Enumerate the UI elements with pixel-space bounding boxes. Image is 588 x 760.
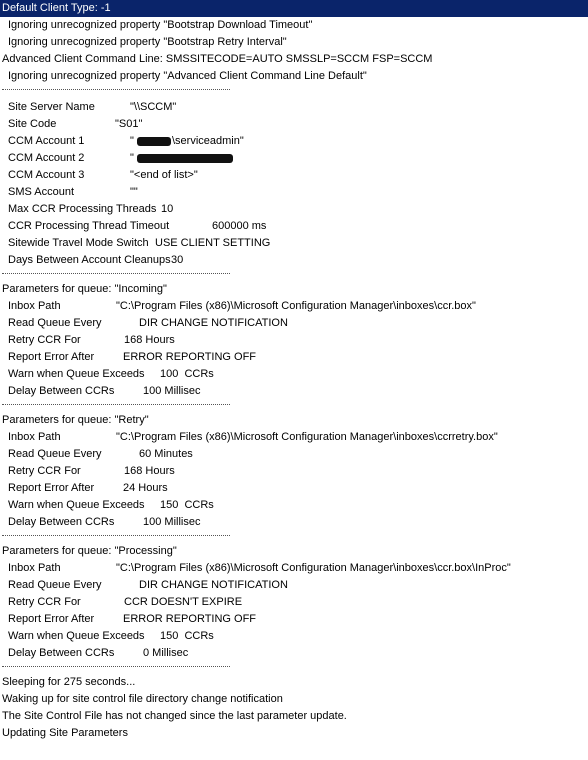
site-param-row[interactable] bbox=[0, 99, 586, 116]
log-key: Warn when Queue Exceeds bbox=[8, 499, 145, 511]
site-param-row[interactable] bbox=[0, 133, 586, 150]
log-key: Inbox Path bbox=[8, 300, 61, 312]
log-key: Read Queue Every bbox=[8, 317, 102, 329]
log-line[interactable]: Waking up for site control file directory change notification bbox=[2, 693, 283, 705]
log-key: Delay Between CCRs bbox=[8, 385, 115, 397]
log-value: "C:\Program Files (x86)\Microsoft Configuration Manager\inboxes\ccr.box\InProc" bbox=[116, 562, 511, 574]
redacted-text bbox=[137, 137, 171, 146]
log-value: "\\SCCM" bbox=[130, 101, 177, 113]
queue-param-row[interactable] bbox=[0, 594, 586, 611]
log-value: 168 Hours bbox=[124, 334, 175, 346]
queue-param-row[interactable] bbox=[0, 332, 586, 349]
queue-title[interactable]: Parameters for queue: "Retry" bbox=[2, 414, 149, 426]
log-value: CCR DOESN'T EXPIRE bbox=[124, 596, 243, 608]
log-key: Inbox Path bbox=[8, 431, 61, 443]
queue-param-row[interactable] bbox=[0, 349, 586, 366]
queue-param-row[interactable] bbox=[0, 315, 586, 332]
log-value: DIR CHANGE NOTIFICATION bbox=[139, 317, 288, 329]
separator bbox=[2, 666, 230, 667]
queue-param-row[interactable] bbox=[0, 628, 586, 645]
site-param-row[interactable] bbox=[0, 167, 586, 184]
separator bbox=[2, 535, 230, 536]
site-param-row[interactable] bbox=[0, 184, 586, 201]
log-key: Report Error After bbox=[8, 613, 95, 625]
queue-param-row[interactable] bbox=[0, 497, 586, 514]
log-key: Max CCR Processing Threads bbox=[8, 203, 157, 215]
log-value: ERROR REPORTING OFF bbox=[123, 351, 257, 363]
separator bbox=[2, 89, 230, 90]
queue-param-row[interactable] bbox=[0, 560, 586, 577]
queue-param-row[interactable] bbox=[0, 645, 586, 662]
log-key: Retry CCR For bbox=[8, 334, 81, 346]
log-line-selected[interactable]: Default Client Type: -1 bbox=[0, 0, 588, 17]
log-value: 168 Hours bbox=[124, 465, 175, 477]
log-value: 100 CCRs bbox=[160, 368, 214, 380]
log-key: Delay Between CCRs bbox=[8, 516, 115, 528]
log-key: Report Error After bbox=[8, 351, 95, 363]
log-value: 100 Millisec bbox=[143, 385, 201, 397]
log-key: SMS Account bbox=[8, 186, 75, 198]
log-value: 600000 ms bbox=[212, 220, 267, 232]
log-value: "C:\Program Files (x86)\Microsoft Configuration Manager\inboxes\ccrretry.box" bbox=[116, 431, 498, 443]
log-key: Site Server Name bbox=[8, 101, 95, 113]
queue-param-row[interactable] bbox=[0, 611, 586, 628]
log-key: Warn when Queue Exceeds bbox=[8, 630, 145, 642]
log-key: Report Error After bbox=[8, 482, 95, 494]
log-value: "" bbox=[130, 186, 138, 198]
log-key: Retry CCR For bbox=[8, 596, 81, 608]
log-value: 10 bbox=[161, 203, 174, 215]
site-param-row[interactable] bbox=[0, 252, 586, 269]
queue-title[interactable]: Parameters for queue: "Processing" bbox=[2, 545, 177, 557]
queue-param-row[interactable] bbox=[0, 446, 586, 463]
log-value-suffix: \serviceadmin" bbox=[172, 135, 244, 147]
log-value: DIR CHANGE NOTIFICATION bbox=[139, 579, 288, 591]
log-key: Sitewide Travel Mode Switch bbox=[8, 237, 149, 249]
log-value: 100 Millisec bbox=[143, 516, 201, 528]
log-line[interactable]: Advanced Client Command Line: SMSSITECODE=AUTO SMSSLP=SCCM FSP=SCCM bbox=[2, 53, 433, 65]
queue-param-row[interactable] bbox=[0, 463, 586, 480]
site-param-row[interactable] bbox=[0, 116, 586, 133]
log-value: " bbox=[130, 152, 134, 164]
log-line[interactable]: Sleeping for 275 seconds... bbox=[2, 676, 136, 688]
log-value: "C:\Program Files (x86)\Microsoft Configuration Manager\inboxes\ccr.box" bbox=[116, 300, 476, 312]
log-line[interactable]: Ignoring unrecognized property "Bootstrap Retry Interval" bbox=[8, 36, 287, 48]
log-key: Warn when Queue Exceeds bbox=[8, 368, 145, 380]
log-line[interactable]: Updating Site Parameters bbox=[2, 727, 128, 739]
site-param-row[interactable] bbox=[0, 201, 586, 218]
log-value: 24 Hours bbox=[123, 482, 168, 494]
log-value: "<end of list>" bbox=[130, 169, 198, 181]
log-key: CCM Account 3 bbox=[8, 169, 85, 181]
log-key: CCR Processing Thread Timeout bbox=[8, 220, 170, 232]
queue-param-row[interactable] bbox=[0, 366, 586, 383]
log-key: Delay Between CCRs bbox=[8, 647, 115, 659]
queue-param-row[interactable] bbox=[0, 480, 586, 497]
log-key: CCM Account 2 bbox=[8, 152, 85, 164]
queue-title[interactable]: Parameters for queue: "Incoming" bbox=[2, 283, 167, 295]
log-value: 150 CCRs bbox=[160, 499, 214, 511]
log-value: " bbox=[130, 135, 134, 147]
log-value: "S01" bbox=[115, 118, 143, 130]
log-key: Read Queue Every bbox=[8, 448, 102, 460]
site-param-row[interactable] bbox=[0, 218, 586, 235]
log-key: Days Between Account Cleanups bbox=[8, 254, 171, 266]
site-param-row[interactable] bbox=[0, 235, 586, 252]
log-value: 30 bbox=[171, 254, 184, 266]
log-value: USE CLIENT SETTING bbox=[155, 237, 271, 249]
log-line[interactable]: The Site Control File has not changed since the last parameter update. bbox=[2, 710, 347, 722]
log-key: Read Queue Every bbox=[8, 579, 102, 591]
log-value: 150 CCRs bbox=[160, 630, 214, 642]
log-line[interactable]: Ignoring unrecognized property "Advanced Client Command Line Default" bbox=[8, 70, 367, 82]
redacted-text bbox=[137, 154, 233, 163]
separator bbox=[2, 404, 230, 405]
log-key: Site Code bbox=[8, 118, 57, 130]
log-key: Inbox Path bbox=[8, 562, 61, 574]
log-value: ERROR REPORTING OFF bbox=[123, 613, 257, 625]
log-value: 60 Minutes bbox=[139, 448, 193, 460]
queue-param-row[interactable] bbox=[0, 298, 586, 315]
log-key: Retry CCR For bbox=[8, 465, 81, 477]
log-key: CCM Account 1 bbox=[8, 135, 85, 147]
log-line[interactable]: Ignoring unrecognized property "Bootstrap Download Timeout" bbox=[8, 19, 313, 31]
site-param-row[interactable] bbox=[0, 150, 586, 167]
log-value: 0 Millisec bbox=[143, 647, 189, 659]
separator bbox=[2, 273, 230, 274]
queue-param-row[interactable] bbox=[0, 514, 586, 531]
queue-param-row[interactable] bbox=[0, 577, 586, 594]
queue-param-row[interactable] bbox=[0, 383, 586, 400]
queue-param-row[interactable] bbox=[0, 429, 586, 446]
